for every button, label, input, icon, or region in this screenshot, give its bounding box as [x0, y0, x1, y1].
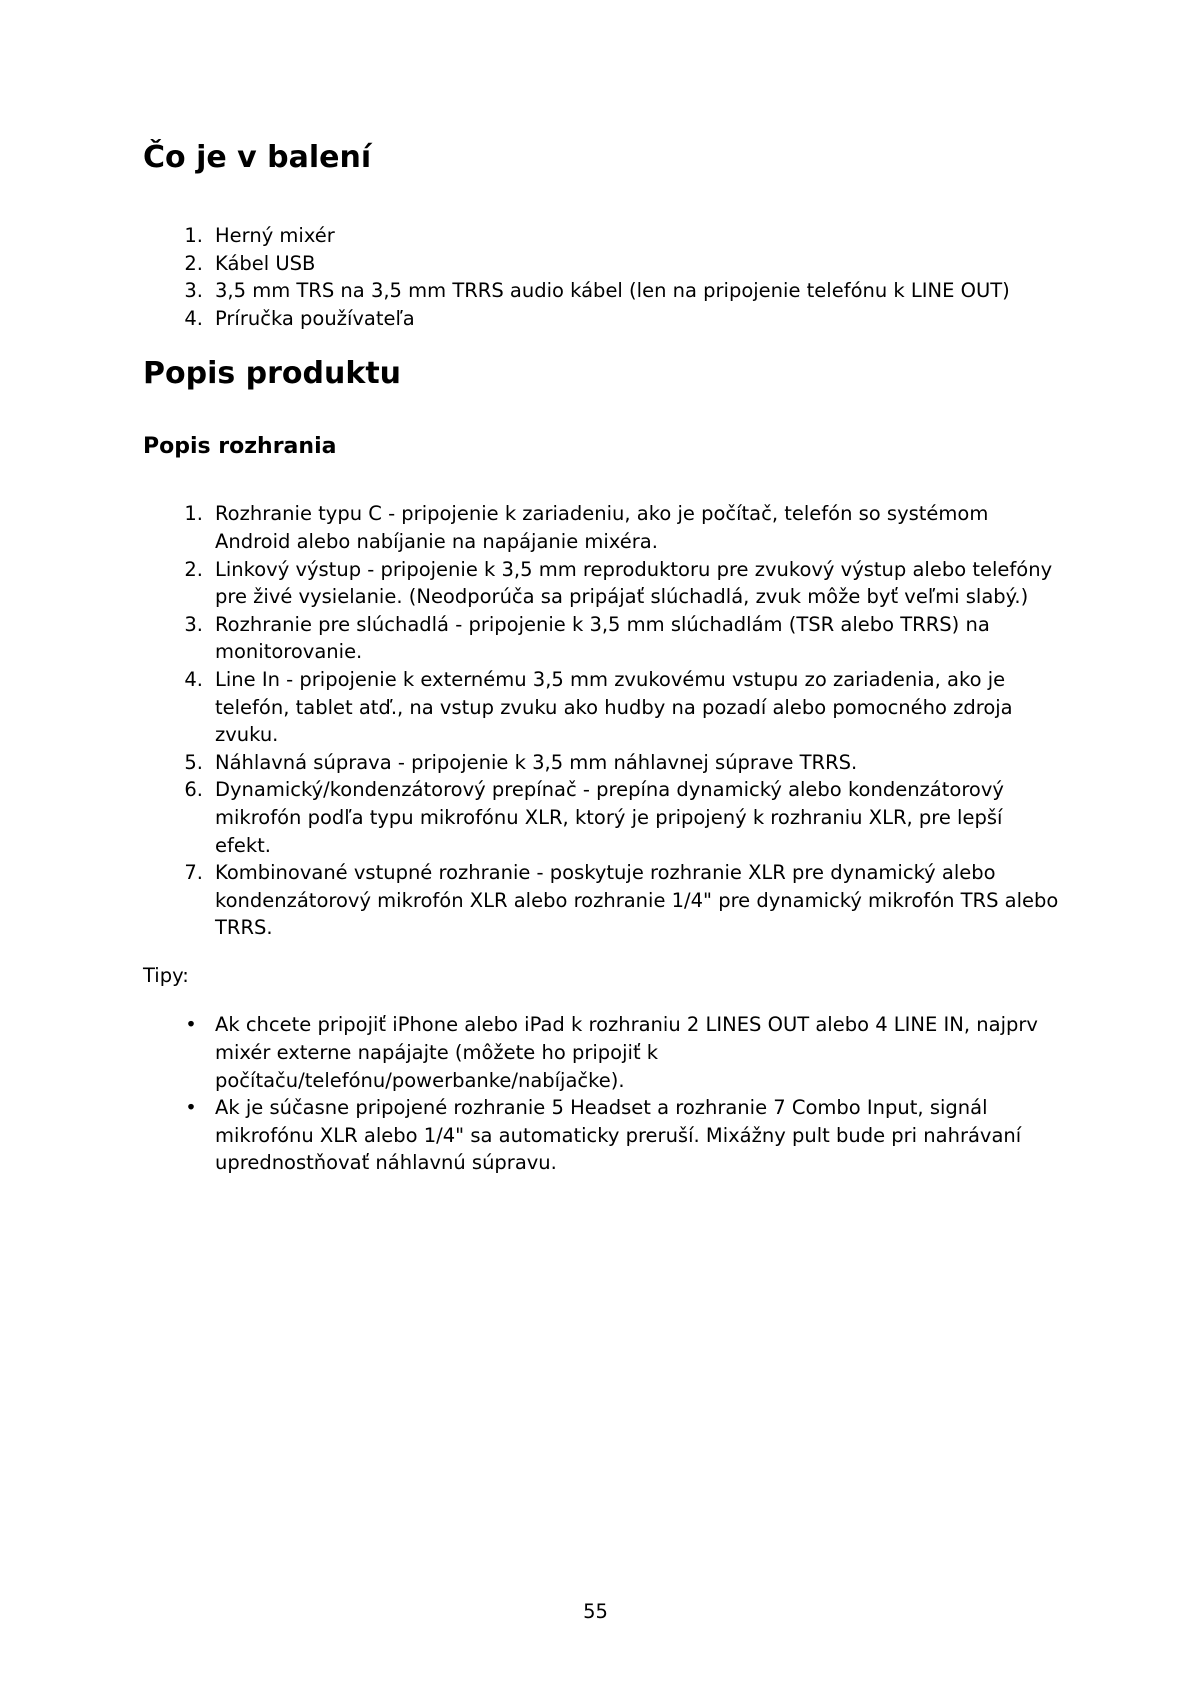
list-item-text: Ak je súčasne pripojené rozhranie 5 Headset a rozhranie 7 Combo Input, signál mikrofónu XLR alebo 1/4" sa automaticky preruší. Mixážny pult bude pri nahrávaní uprednostňovať náhlavnú súpravu.: [215, 1096, 1022, 1175]
list-item-text: Line In - pripojenie k externému 3,5 mm zvukovému vstupu zo zariadenia, ako je telefón, tablet atď., na vstup zvuku ako hudby na pozadí alebo pomocného zdroja zvuku.: [215, 667, 1013, 747]
list-item-number: 7.: [184, 861, 203, 885]
list-item-text: Kombinované vstupné rozhranie - poskytuje rozhranie XLR pre dynamický alebo kondenzátorový mikrofón XLR alebo rozhranie 1/4" pre dynamický mikrofón TRS alebo TRRS.: [215, 861, 1059, 940]
list-item: [143, 277, 1063, 305]
list-item-text: Ak chcete pripojiť iPhone alebo iPad k rozhraniu 2 LINES OUT alebo 4 LINE IN, najprv mixér externe napájajte (môžete ho pripojiť k počítaču/telefónu/powerbanke/nabíjačke).: [215, 1013, 1038, 1092]
list-item-number: 1.: [184, 224, 203, 247]
list-item-text: Rozhranie typu C - pripojenie k zariadeniu, ako je počítač, telefón so systémom Android alebo nabíjanie na napájanie mixéra.: [215, 502, 989, 553]
page-content: [143, 138, 1063, 1177]
list-item-text: Dynamický/kondenzátorový prepínač - prepína dynamický alebo kondenzátorový mikrofón podľa typu mikrofónu XLR, ktorý je pripojený k rozhraniu XLR, pre lepší efekt.: [215, 778, 1004, 857]
list-item-text: Rozhranie pre slúchadlá - pripojenie k 3,5 mm slúchadlám (TSR alebo TRRS) na monitorovanie.: [215, 612, 990, 664]
list-item-number: 2.: [184, 557, 203, 581]
heading-product-description: Popis produktu: [143, 356, 402, 392]
list-item-number: 4.: [184, 306, 203, 330]
list-item: [143, 776, 1063, 859]
list-item-text: Herný mixér: [215, 224, 335, 247]
bullet-icon: •: [185, 1096, 197, 1120]
list-item: [143, 305, 1063, 333]
page-number: 55: [583, 1600, 608, 1623]
list-item: [143, 1011, 1063, 1094]
list-item: [143, 859, 1063, 942]
list-item-number: 6.: [184, 778, 203, 802]
list-item-number: 1.: [184, 502, 203, 526]
interface-description-list: [143, 500, 1063, 942]
list-item-number: 3.: [184, 279, 203, 303]
list-item-text: Príručka používateľa: [215, 306, 415, 330]
list-item-number: 5.: [184, 750, 203, 774]
list-item-number: 4.: [184, 667, 203, 691]
list-item-number: 3.: [184, 612, 203, 636]
list-item: [143, 749, 1063, 777]
tips-label: Tipy:: [143, 963, 189, 987]
heading-package-contents: Čo je v balení: [143, 140, 372, 175]
list-item-text: Kábel USB: [215, 251, 316, 275]
list-item: [143, 1094, 1063, 1177]
list-item-text: 3,5 mm TRS na 3,5 mm TRRS audio kábel (len na pripojenie telefónu k LINE OUT): [215, 279, 1010, 303]
list-item: [143, 500, 1063, 555]
list-item: [143, 222, 1063, 250]
package-contents-list: [143, 222, 1063, 332]
list-item: [143, 666, 1063, 749]
bullet-icon: •: [185, 1013, 197, 1037]
list-item-text: Linkový výstup - pripojenie k 3,5 mm reproduktoru pre zvukový výstup alebo telefóny pre živé vysielanie. (Neodporúča sa pripájať slúchadlá, zvuk môže byť veľmi slabý.): [215, 557, 1053, 609]
list-item: [143, 611, 1063, 666]
list-item: [143, 556, 1063, 611]
tips-list: [143, 1011, 1063, 1177]
subheading-interface-description: Popis rozhrania: [143, 434, 337, 460]
list-item-number: 2.: [184, 251, 203, 275]
list-item: [143, 250, 1063, 278]
list-item-text: Náhlavná súprava - pripojenie k 3,5 mm náhlavnej súprave TRRS.: [215, 750, 858, 774]
